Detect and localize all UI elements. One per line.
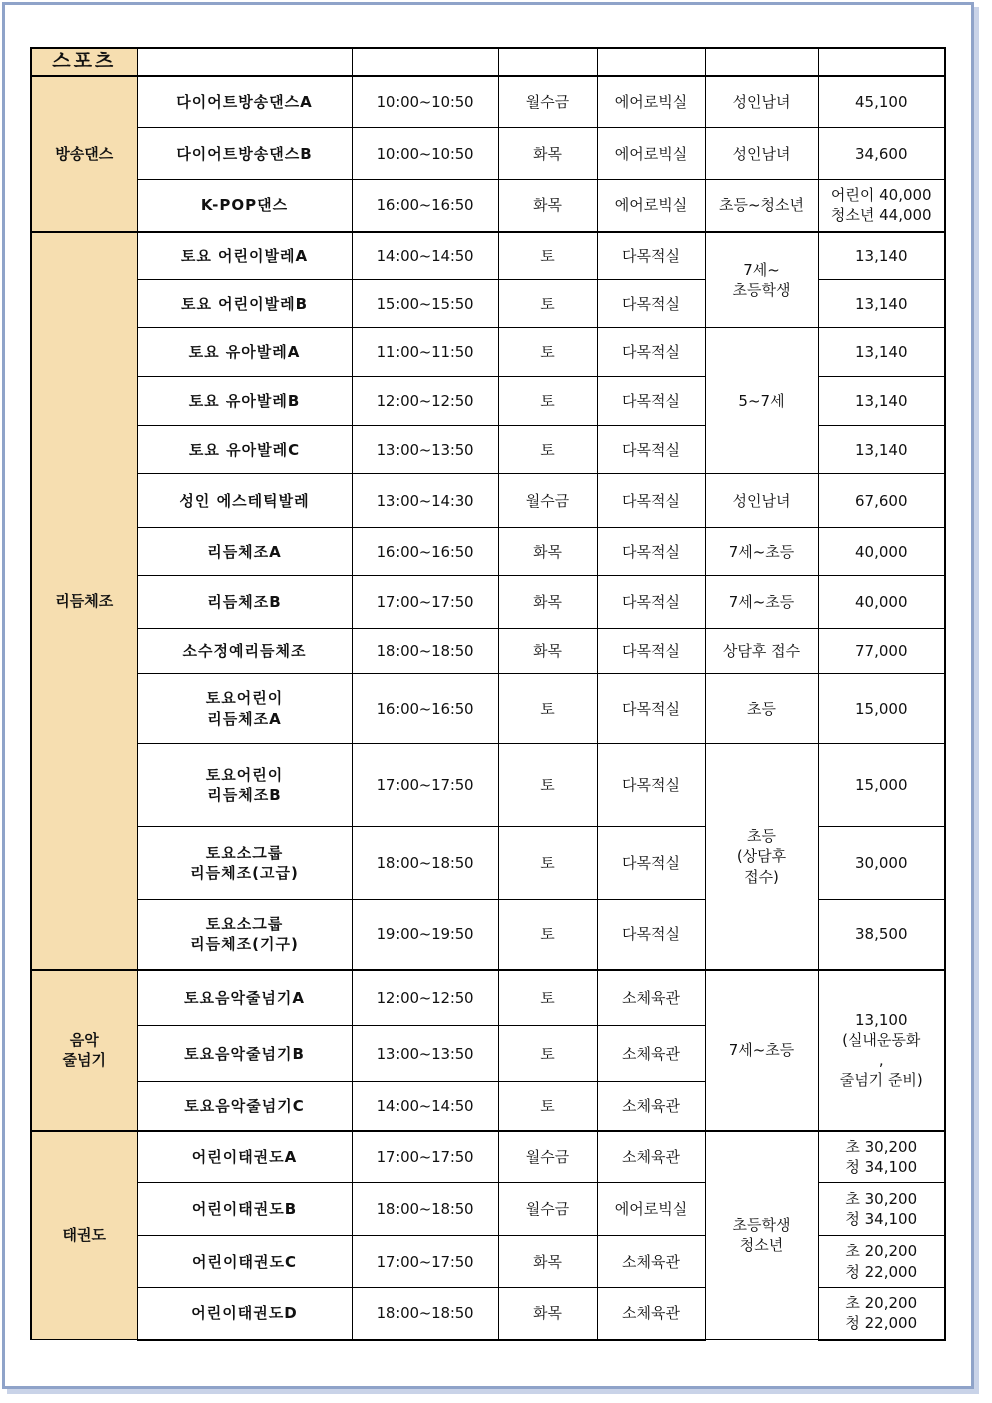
- class-name-line: 토요어린이: [205, 689, 284, 708]
- class-room: 에어로빅실: [597, 180, 705, 232]
- class-days: 화목: [498, 629, 597, 674]
- class-days: 화목: [498, 1288, 597, 1340]
- class-name: [137, 900, 352, 970]
- class-fee: 15,000: [818, 674, 945, 744]
- class-fee-line: 줄넘기 준비): [839, 1071, 923, 1090]
- class-fee-line: 초 20,200: [845, 1242, 918, 1261]
- class-fee-line: 청 22,000: [845, 1314, 918, 1333]
- class-fee-line: 초 30,200: [845, 1137, 918, 1156]
- schedule-table: [30, 47, 946, 1341]
- class-room: 다목적실: [597, 280, 705, 328]
- class-fee-line: 초 20,200: [845, 1294, 918, 1313]
- table-row: [31, 232, 945, 280]
- category-cell: 태권도: [31, 1131, 137, 1340]
- class-target-line: 7세~: [743, 260, 780, 279]
- class-name: 토요음악줄넘기C: [137, 1082, 352, 1131]
- class-name-line: 리듬체조(기구): [190, 935, 299, 954]
- class-days: 토: [498, 1026, 597, 1082]
- class-fee: 40,000: [818, 528, 945, 576]
- class-fee: 45,100: [818, 76, 945, 128]
- class-days: 토: [498, 970, 597, 1026]
- class-days: 화목: [498, 128, 597, 180]
- class-name: 어린이태권도C: [137, 1236, 352, 1288]
- class-days: 토: [498, 744, 597, 827]
- class-time: 18:00~18:50: [352, 1183, 498, 1236]
- table-row: [31, 970, 945, 1026]
- category-cell-line: 줄넘기: [62, 1051, 106, 1070]
- class-time: 11:00~11:50: [352, 328, 498, 377]
- class-fee: 40,000: [818, 576, 945, 629]
- category-cell-line: 음악: [69, 1030, 99, 1049]
- class-room: 다목적실: [597, 474, 705, 528]
- class-fee: [818, 180, 945, 232]
- class-room: 다목적실: [597, 426, 705, 474]
- class-time: 17:00~17:50: [352, 576, 498, 629]
- class-target-line: 초등학생: [732, 280, 791, 299]
- class-name-line: 리듬체조(고급): [190, 864, 299, 883]
- class-name-line: 리듬체조A: [207, 709, 282, 728]
- class-room: 소체육관: [597, 970, 705, 1026]
- class-days: 토: [498, 1082, 597, 1131]
- class-time: 16:00~16:50: [352, 674, 498, 744]
- table-row: [31, 474, 945, 528]
- table-row: [31, 629, 945, 674]
- class-fee: 13,140: [818, 232, 945, 280]
- class-fee-line: 청소년 44,000: [830, 206, 932, 225]
- class-target: 상담후 접수: [705, 629, 818, 674]
- class-fee-line: 초 30,200: [845, 1189, 918, 1208]
- class-fee: 13,140: [818, 426, 945, 474]
- class-target: 7세~초등: [705, 528, 818, 576]
- class-fee: [818, 1131, 945, 1183]
- class-fee: 77,000: [818, 629, 945, 674]
- class-time: 13:00~13:50: [352, 1026, 498, 1082]
- class-time: 18:00~18:50: [352, 827, 498, 900]
- category-cell: 리듬체조: [31, 232, 137, 970]
- class-days: 토: [498, 232, 597, 280]
- class-fee: [818, 970, 945, 1131]
- class-time: 19:00~19:50: [352, 900, 498, 970]
- class-room: 에어로빅실: [597, 1183, 705, 1236]
- class-fee-line: 13,100: [855, 1010, 908, 1029]
- class-time: 14:00~14:50: [352, 1082, 498, 1131]
- class-time: 10:00~10:50: [352, 128, 498, 180]
- class-days: 토: [498, 674, 597, 744]
- class-fee: [818, 1236, 945, 1288]
- class-target-line: 초등학생: [732, 1216, 791, 1235]
- class-name: 토요 유아발레C: [137, 426, 352, 474]
- class-room: 다목적실: [597, 528, 705, 576]
- class-time: 18:00~18:50: [352, 1288, 498, 1340]
- class-name: 토요 유아발레A: [137, 328, 352, 377]
- class-name: [137, 744, 352, 827]
- class-room: 소체육관: [597, 1082, 705, 1131]
- class-room: 다목적실: [597, 232, 705, 280]
- class-name: 어린이태권도B: [137, 1183, 352, 1236]
- class-target: 초등: [705, 674, 818, 744]
- class-name: 어린이태권도D: [137, 1288, 352, 1340]
- class-days: 화목: [498, 576, 597, 629]
- table-row: [31, 674, 945, 744]
- class-time: 10:00~10:50: [352, 76, 498, 128]
- table-row: [31, 328, 945, 377]
- class-name: [137, 827, 352, 900]
- table-row: [31, 128, 945, 180]
- class-fee: [818, 1183, 945, 1236]
- class-fee: 67,600: [818, 474, 945, 528]
- class-days: 월수금: [498, 1183, 597, 1236]
- class-name: 토요 어린이발레A: [137, 232, 352, 280]
- class-target-line: (상담후: [736, 847, 787, 866]
- class-target-line: 접수): [744, 867, 779, 886]
- class-days: 토: [498, 426, 597, 474]
- class-time: 17:00~17:50: [352, 1236, 498, 1288]
- class-fee-line: (실내운동화: [842, 1030, 921, 1049]
- class-name: 토요 유아발레B: [137, 377, 352, 426]
- class-name: 성인 에스테틱발레: [137, 474, 352, 528]
- class-target: 성인남녀: [705, 76, 818, 128]
- class-fee-line: 청 34,100: [845, 1210, 918, 1229]
- table-row: [31, 76, 945, 128]
- class-name: K-POP댄스: [137, 180, 352, 232]
- class-room: 다목적실: [597, 744, 705, 827]
- class-target: 초등~청소년: [705, 180, 818, 232]
- class-days: 토: [498, 827, 597, 900]
- table-row: [31, 180, 945, 232]
- category-cell: [31, 970, 137, 1131]
- class-target: [705, 744, 818, 970]
- class-name: [137, 674, 352, 744]
- class-room: 에어로빅실: [597, 76, 705, 128]
- class-fee: [818, 1288, 945, 1340]
- class-days: 화목: [498, 1236, 597, 1288]
- class-days: 토: [498, 377, 597, 426]
- class-target: 7세~초등: [705, 576, 818, 629]
- class-fee: 38,500: [818, 900, 945, 970]
- table-row: [31, 744, 945, 827]
- class-target-line: 초등: [747, 827, 776, 846]
- class-time: 15:00~15:50: [352, 280, 498, 328]
- class-target: 성인남녀: [705, 128, 818, 180]
- class-target: 5~7세: [705, 328, 818, 474]
- class-fee: 34,600: [818, 128, 945, 180]
- class-room: 다목적실: [597, 827, 705, 900]
- class-room: 소체육관: [597, 1288, 705, 1340]
- class-days: 월수금: [498, 474, 597, 528]
- class-target-line: 청소년: [739, 1236, 784, 1255]
- class-name: 다이어트방송댄스A: [137, 76, 352, 128]
- class-time: 16:00~16:50: [352, 180, 498, 232]
- class-name: 어린이태권도A: [137, 1131, 352, 1183]
- header-row: [31, 48, 945, 76]
- class-days: 토: [498, 328, 597, 377]
- class-name: 토요음악줄넘기B: [137, 1026, 352, 1082]
- table-row: [31, 1131, 945, 1183]
- class-days: 토: [498, 900, 597, 970]
- class-name-line: 토요소그룹: [205, 843, 284, 862]
- class-room: 다목적실: [597, 377, 705, 426]
- class-name: 토요 어린이발레B: [137, 280, 352, 328]
- class-name-line: 리듬체조B: [207, 786, 282, 805]
- section-title: 스포츠: [31, 48, 137, 76]
- class-days: 월수금: [498, 1131, 597, 1183]
- class-days: 화목: [498, 528, 597, 576]
- class-fee-line: 청 22,000: [845, 1262, 918, 1281]
- class-name: 소수정예리듬체조: [137, 629, 352, 674]
- class-room: 에어로빅실: [597, 128, 705, 180]
- class-time: 12:00~12:50: [352, 377, 498, 426]
- class-fee: 13,140: [818, 280, 945, 328]
- class-target: 7세~초등: [705, 970, 818, 1131]
- table-row: [31, 528, 945, 576]
- category-cell: 방송댄스: [31, 76, 137, 232]
- class-fee-line: 어린이 40,000: [830, 186, 932, 205]
- class-time: 17:00~17:50: [352, 744, 498, 827]
- class-room: 소체육관: [597, 1236, 705, 1288]
- class-time: 17:00~17:50: [352, 1131, 498, 1183]
- class-target: [705, 1131, 818, 1340]
- class-time: 13:00~13:50: [352, 426, 498, 474]
- class-name-line: 토요어린이: [205, 765, 284, 784]
- class-room: 소체육관: [597, 1131, 705, 1183]
- class-room: 다목적실: [597, 900, 705, 970]
- class-name: 리듬체조B: [137, 576, 352, 629]
- class-time: 12:00~12:50: [352, 970, 498, 1026]
- class-room: 다목적실: [597, 328, 705, 377]
- class-days: 화목: [498, 180, 597, 232]
- class-room: 다목적실: [597, 576, 705, 629]
- class-fee: 30,000: [818, 827, 945, 900]
- class-time: 14:00~14:50: [352, 232, 498, 280]
- class-name: 다이어트방송댄스B: [137, 128, 352, 180]
- class-days: 토: [498, 280, 597, 328]
- class-room: 소체육관: [597, 1026, 705, 1082]
- class-name: 토요음악줄넘기A: [137, 970, 352, 1026]
- class-room: 다목적실: [597, 674, 705, 744]
- class-fee-line: ,: [878, 1051, 884, 1070]
- class-time: 18:00~18:50: [352, 629, 498, 674]
- class-name: 리듬체조A: [137, 528, 352, 576]
- class-fee-line: 청 34,100: [845, 1157, 918, 1176]
- class-fee: 15,000: [818, 744, 945, 827]
- class-target: 성인남녀: [705, 474, 818, 528]
- class-time: 13:00~14:30: [352, 474, 498, 528]
- class-time: 16:00~16:50: [352, 528, 498, 576]
- class-room: 다목적실: [597, 629, 705, 674]
- class-name-line: 토요소그룹: [205, 915, 284, 934]
- class-fee: 13,140: [818, 377, 945, 426]
- class-target: [705, 232, 818, 328]
- class-fee: 13,140: [818, 328, 945, 377]
- class-days: 월수금: [498, 76, 597, 128]
- table-row: [31, 576, 945, 629]
